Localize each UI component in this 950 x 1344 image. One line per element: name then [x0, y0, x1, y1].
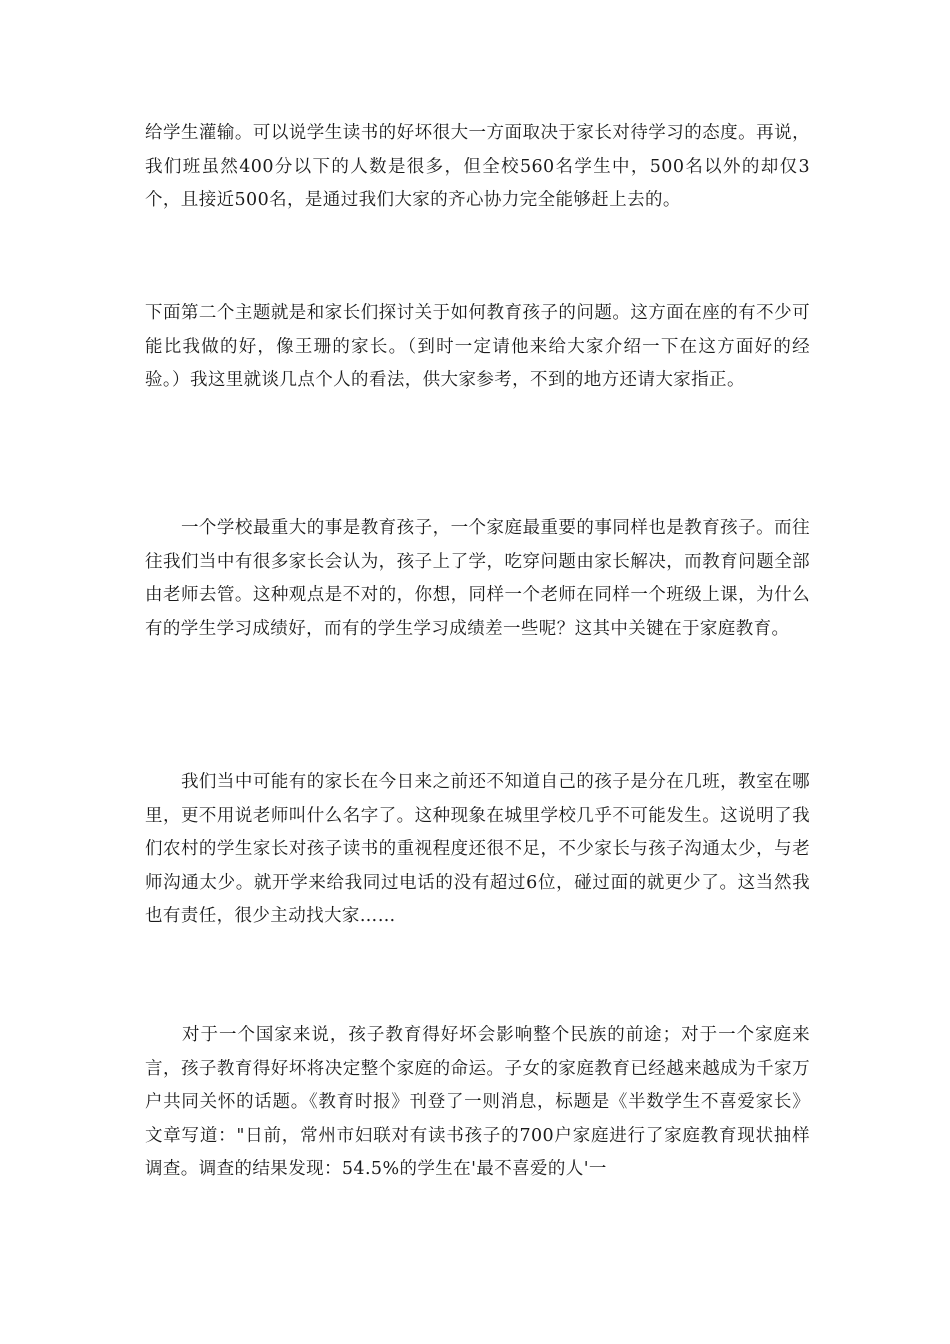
paragraph-3: 一个学校最重大的事是教育孩子，一个家庭最重要的事同样也是教育孩子。而往往我们当中有很多家长会认为，孩子上了学，吃穿问题由家长解决，而教育问题全部由老师去管。这种观点是不对的，你想，同样一个老师在同样一个班级上课，为什么有的学生学习成绩好，而有的学生学习成绩差一些呢？这其中关键在于家庭教育。 — [145, 518, 810, 639]
paragraph-1: 给学生灌输。可以说学生读书的好坏很大一方面取决于家长对待学习的态度。再说，我们班虽然400分以下的人数是很多，但全校560名学生中，500名以外的却仅3个，且接近500名，是通过我们大家的齐心协力完全能够赶上去的。 — [145, 123, 810, 210]
paragraph-4: 我们当中可能有的家长在今日来之前还不知道自己的孩子是分在几班，教室在哪里，更不用说老师叫什么名字了。这种现象在城里学校几乎不可能发生。这说明了我们农村的学生家长对孩子读书的重视程度还很不足，不少家长与孩子沟通太少，与老师沟通太少。就开学来给我同过电话的没有超过6位，碰过面的就更少了。这当然我也有责任，很少主动找大家…… — [145, 772, 810, 926]
paragraph-5: 对于一个国家来说，孩子教育得好坏会影响整个民族的前途；对于一个家庭来言，孩子教育得好坏将决定整个家庭的命运。子女的家庭教育已经越来越成为千家万户共同关怀的话题。《教育时报》刊登了一则消息，标题是《半数学生不喜爱家长》文章写道："日前，常州市妇联对有读书孩子的700户家庭进行了家庭教育现状抽样调查。调查的结果发现：54.5%的学生在'最不喜爱的人'一 — [145, 1025, 810, 1179]
paragraph-2: 下面第二个主题就是和家长们探讨关于如何教育孩子的问题。这方面在座的有不少可能比我做的好，像王珊的家长。（到时一定请他来给大家介绍一下在这方面好的经验。）我这里就谈几点个人的看法，供大家参考，不到的地方还请大家指正。 — [145, 303, 810, 390]
